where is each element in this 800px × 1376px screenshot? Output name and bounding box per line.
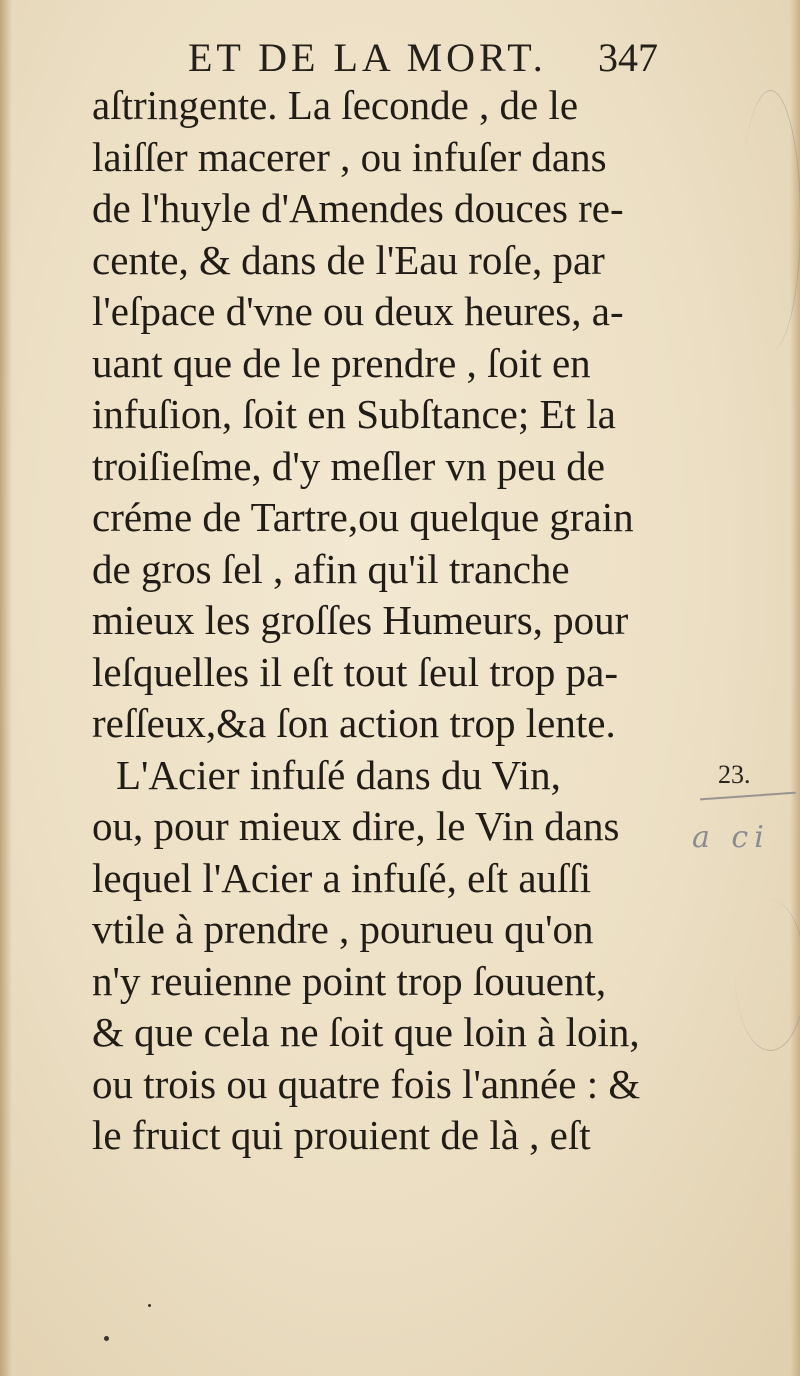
text-line: uant que de le prendre , ſoit en (92, 339, 591, 386)
margin-note: a ci (692, 820, 770, 855)
running-head: ET DE LA MORT. (188, 35, 547, 80)
text-line: mieux les groſſes Humeurs, pour (92, 597, 629, 643)
page-edge-left (0, 0, 12, 1376)
text-line: créme de Tartre,ou quelque grain (92, 494, 634, 540)
text-line: aſtringente. La ſeconde , de le (92, 82, 579, 128)
text-line: laiſſer macerer , ou infuſer dans (92, 133, 607, 180)
text-line: lequel l'Acier a infuſé, eſt auſſi (92, 854, 592, 901)
ink-speck (104, 1336, 109, 1341)
pencil-underline (700, 792, 796, 801)
text-line: n'y reuienne point trop ſouuent, (92, 957, 607, 1004)
text-line: ou, pour mieux dire, le Vin dans (92, 803, 620, 849)
text-line: le fruict qui prouient de là , eſt (92, 1112, 591, 1158)
text-line: de l'huyle d'Amendes douces re- (92, 185, 624, 231)
text-line: vtile à prendre , pourueu qu'on (92, 906, 594, 952)
body-text (92, 80, 692, 1162)
text-line: cente, & dans de l'Eau roſe, par (92, 236, 605, 283)
text-line: ou trois ou quatre fois l'année : & (92, 1060, 641, 1107)
text-line: de gros ſel , afin qu'il tranche (92, 545, 570, 592)
show-through-mark (740, 90, 800, 351)
text-line: troiſieſme, d'y meſler vn peu de (92, 442, 605, 489)
text-line: l'eſpace d'vne ou deux heures, a- (92, 288, 624, 334)
text-line: reſſeux,&a ſon action trop lente. (92, 700, 616, 746)
margin-number: 23. (718, 760, 751, 789)
text-line: leſquelles il eſt tout ſeul trop pa- (92, 648, 619, 695)
page-number: 347 (598, 35, 658, 80)
text-line: L'Acier infuſé dans du Vin, (116, 751, 561, 798)
ink-speck (148, 1304, 151, 1307)
text-line: infuſion, ſoit en Subſtance; Et la (92, 391, 616, 437)
show-through-mark (735, 900, 800, 1051)
text-line: & que cela ne ſoit que loin à loin, (92, 1009, 640, 1055)
